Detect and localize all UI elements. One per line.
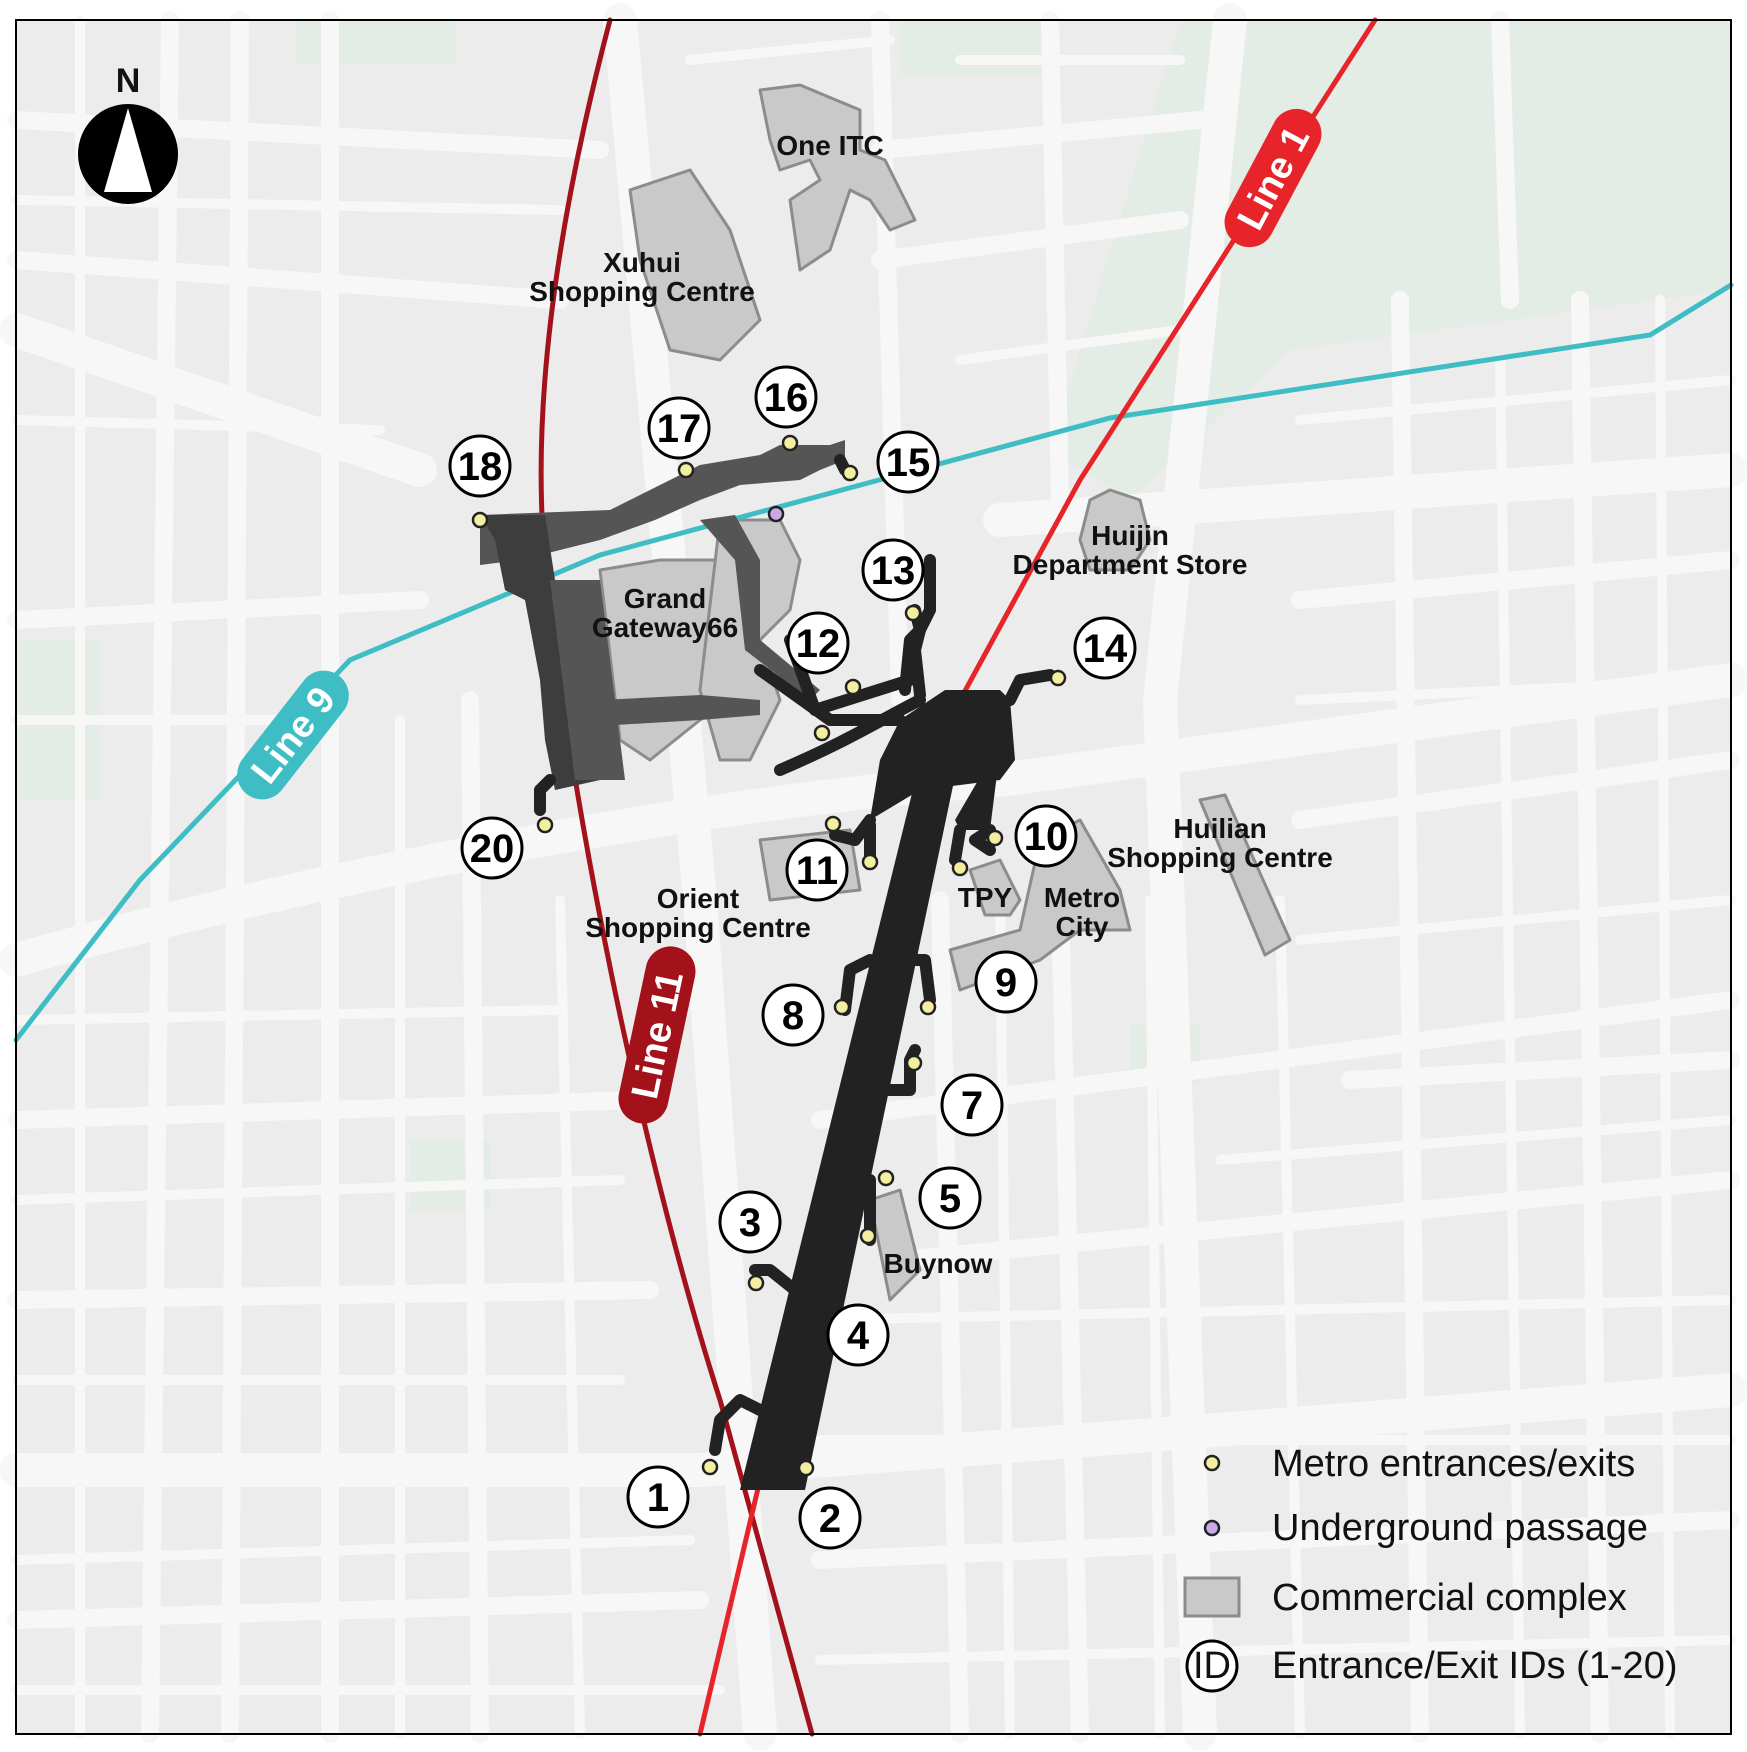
exit-id-label: 13 <box>870 549 916 593</box>
exit-id-label: 20 <box>469 827 515 871</box>
exit-id-14 <box>1075 618 1135 678</box>
place-label-line: Grand <box>623 583 707 614</box>
exit-dot <box>861 1229 875 1243</box>
place-label-line: Orient <box>656 883 740 914</box>
exit-id-label: 4 <box>846 1314 870 1358</box>
legend-ids-label: Entrance/Exit IDs (1-20) <box>1272 1645 1678 1687</box>
exit-id-10 <box>1016 806 1076 866</box>
exit-id-label: 7 <box>960 1084 984 1128</box>
place-label-line: Huilian <box>1173 813 1267 844</box>
exit-id-12 <box>788 613 848 673</box>
place-label-line: Gateway66 <box>591 612 739 643</box>
exit-dot <box>988 831 1002 845</box>
exit-id-label: 2 <box>818 1497 842 1541</box>
exit-dot <box>835 1000 849 1014</box>
exit-dot <box>473 513 487 527</box>
exit-id-label: 9 <box>994 961 1018 1005</box>
exit-id-18 <box>450 436 510 496</box>
exit-id-label: 3 <box>738 1201 762 1245</box>
line-badge-label: Line 1 <box>1229 120 1319 237</box>
exit-dot <box>703 1460 717 1474</box>
exit-dot <box>907 1056 921 1070</box>
exit-id-label: 16 <box>763 376 809 420</box>
exit-id-16 <box>756 367 816 427</box>
exit-dot <box>799 1461 813 1475</box>
exit-dot <box>749 1276 763 1290</box>
exit-dot <box>783 436 797 450</box>
exit-id-8 <box>763 985 823 1045</box>
legend-exits-label: Metro entrances/exits <box>1272 1443 1636 1485</box>
exit-id-label: 12 <box>795 622 841 666</box>
line-badge-label: Line 9 <box>243 679 345 792</box>
legend-underground-dot <box>1205 1521 1219 1535</box>
place-label-line: Shopping Centre <box>529 276 755 307</box>
place-label-tpy <box>958 882 1013 913</box>
exit-dot <box>863 855 877 869</box>
exit-dot <box>826 817 840 831</box>
legend-exit-dot <box>1205 1456 1219 1470</box>
exit-dot <box>679 463 693 477</box>
exit-dot <box>843 466 857 480</box>
exit-id-label: 18 <box>457 445 503 489</box>
exit-dot <box>1051 671 1065 685</box>
exit-id-1 <box>628 1467 688 1527</box>
place-label-line: Huijin <box>1091 520 1169 551</box>
exit-id-2 <box>800 1488 860 1548</box>
legend-underground-label: Underground passage <box>1272 1507 1649 1549</box>
place-label-line: TPY <box>957 882 1013 913</box>
exit-dot <box>921 1000 935 1014</box>
place-label-line: One ITC <box>776 130 884 161</box>
exit-dot <box>538 818 552 832</box>
exit-dot <box>906 606 920 620</box>
exit-dot <box>953 861 967 875</box>
place-label-buynow <box>884 1248 993 1279</box>
place-label-line: Xuhui <box>603 247 681 278</box>
exit-dot <box>879 1171 893 1185</box>
exit-id-3 <box>720 1192 780 1252</box>
place-label-line: Shopping Centre <box>1107 842 1333 873</box>
legend-complex-label: Commercial complex <box>1272 1577 1627 1619</box>
place-label-one-itc <box>776 130 883 161</box>
place-label-line: Metro <box>1043 882 1121 913</box>
place-label-line: Shopping Centre <box>585 912 811 943</box>
underground-passage-dot <box>769 507 783 521</box>
exit-dot <box>846 680 860 694</box>
exit-id-label: 15 <box>885 441 931 485</box>
exit-id-label: 14 <box>1082 627 1128 671</box>
line-badge-label: Line 11 <box>624 967 692 1103</box>
legend-id-symbol: ID <box>1193 1645 1231 1687</box>
place-label-line: City <box>1055 911 1109 942</box>
exit-id-label: 5 <box>938 1177 962 1221</box>
north-label: N <box>115 62 141 100</box>
exit-id-15 <box>878 432 938 492</box>
exit-id-4 <box>828 1305 888 1365</box>
exit-id-11 <box>787 840 847 900</box>
exit-id-5 <box>920 1168 980 1228</box>
exit-id-7 <box>942 1075 1002 1135</box>
exit-id-17 <box>649 398 709 458</box>
exit-id-label: 10 <box>1023 815 1069 859</box>
place-label-line: Buynow <box>883 1248 993 1279</box>
exit-id-20 <box>462 818 522 878</box>
exit-id-13 <box>863 540 923 600</box>
exit-id-label: 17 <box>656 407 702 451</box>
legend-complex-swatch <box>1185 1578 1239 1616</box>
exit-id-label: 1 <box>646 1476 670 1520</box>
exit-id-9 <box>976 952 1036 1012</box>
exit-id-label: 11 <box>795 849 839 893</box>
place-label-line: Department Store <box>1012 549 1248 580</box>
exit-dot <box>815 726 829 740</box>
exit-id-label: 8 <box>781 994 805 1038</box>
